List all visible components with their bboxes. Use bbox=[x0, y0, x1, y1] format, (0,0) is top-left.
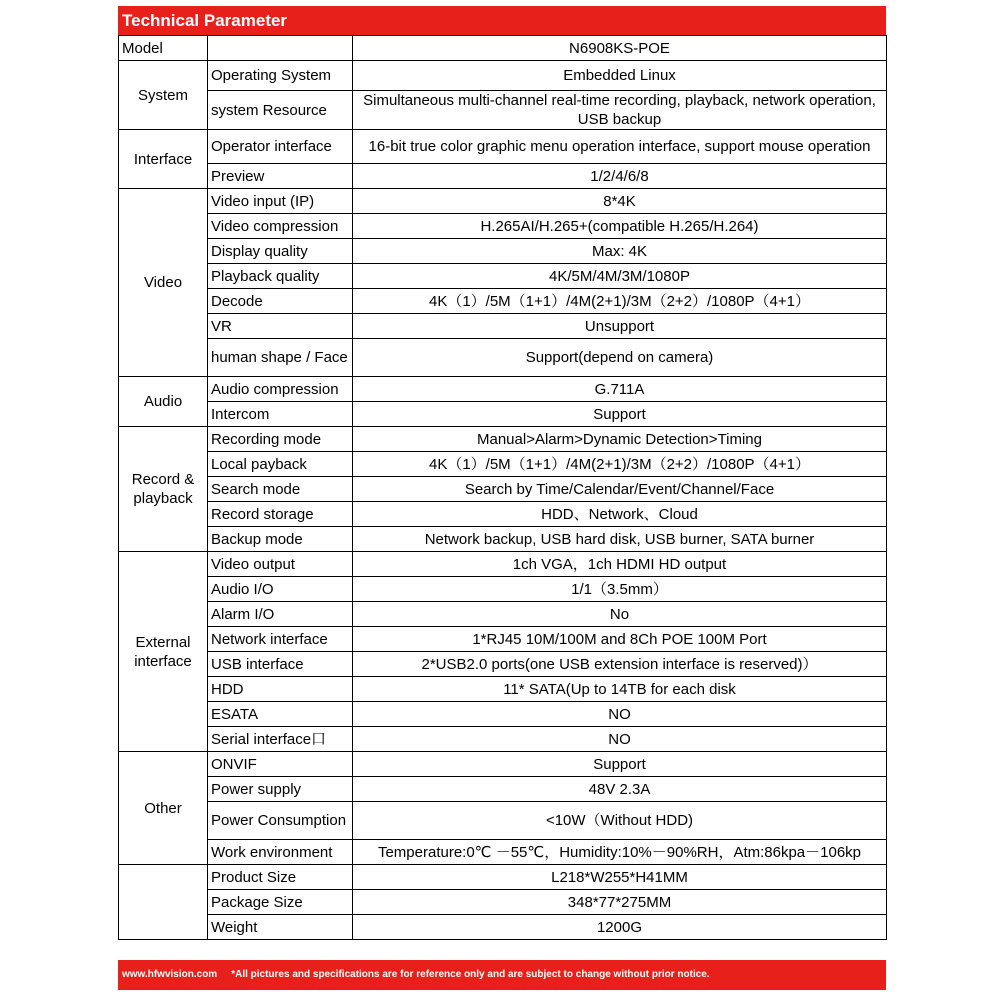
parameter-value: 48V 2.3A bbox=[353, 777, 887, 802]
parameter-name: Search mode bbox=[208, 477, 353, 502]
parameter-name: system Resource bbox=[208, 91, 353, 130]
table-row bbox=[119, 164, 887, 189]
table-row bbox=[119, 189, 887, 214]
footer-notice: *All pictures and specifications are for reference only and are subject to change without prior notice. bbox=[231, 969, 710, 980]
table-row bbox=[119, 777, 887, 802]
parameter-value: NO bbox=[353, 702, 887, 727]
table-row bbox=[119, 377, 887, 402]
parameter-name: VR bbox=[208, 314, 353, 339]
table-row bbox=[119, 627, 887, 652]
parameter-name: Display quality bbox=[208, 239, 353, 264]
table-row bbox=[119, 130, 887, 164]
table-row bbox=[119, 61, 887, 91]
table-row bbox=[119, 802, 887, 840]
category-cell: External interface bbox=[119, 552, 208, 752]
category-cell: Interface bbox=[119, 130, 208, 189]
parameter-value: 16-bit true color graphic menu operation interface, support mouse operation bbox=[353, 130, 887, 164]
parameter-value: 8*4K bbox=[353, 189, 887, 214]
parameter-value: No bbox=[353, 602, 887, 627]
table-row bbox=[119, 402, 887, 427]
parameter-value: 1/1（3.5mm） bbox=[353, 577, 887, 602]
table-row bbox=[119, 577, 887, 602]
category-cell: Audio bbox=[119, 377, 208, 427]
table-row bbox=[119, 915, 887, 940]
table-row bbox=[119, 36, 887, 61]
table-row bbox=[119, 502, 887, 527]
table-row bbox=[119, 840, 887, 865]
sheet-title: Technical Parameter bbox=[118, 6, 886, 35]
parameter-value: H.265AI/H.265+(compatible H.265/H.264) bbox=[353, 214, 887, 239]
parameter-value: G.711A bbox=[353, 377, 887, 402]
table-row bbox=[119, 527, 887, 552]
parameter-value: 11* SATA(Up to 14TB for each disk bbox=[353, 677, 887, 702]
parameter-value: 1/2/4/6/8 bbox=[353, 164, 887, 189]
footer-website: www.hfwvision.com bbox=[122, 969, 218, 980]
parameter-value: Network backup, USB hard disk, USB burner, SATA burner bbox=[353, 527, 887, 552]
parameter-value: Support bbox=[353, 402, 887, 427]
table-row bbox=[119, 264, 887, 289]
parameter-value: Temperature:0℃ －55℃，Humidity:10%－90%RH，Atm:86kpa－106kp bbox=[353, 840, 887, 865]
parameter-name: Backup mode bbox=[208, 527, 353, 552]
table-row bbox=[119, 865, 887, 890]
parameter-name: Work environment bbox=[208, 840, 353, 865]
parameter-value: <10W（Without HDD) bbox=[353, 802, 887, 840]
table-row bbox=[119, 652, 887, 677]
table-row bbox=[119, 602, 887, 627]
parameter-value: 2*USB2.0 ports(one USB extension interface is reserved)） bbox=[353, 652, 887, 677]
parameter-name: Alarm I/O bbox=[208, 602, 353, 627]
parameter-name: Power Consumption bbox=[208, 802, 353, 840]
parameter-value: 1200G bbox=[353, 915, 887, 940]
parameter-name: HDD bbox=[208, 677, 353, 702]
table-row bbox=[119, 477, 887, 502]
parameter-value: Support(depend on camera) bbox=[353, 339, 887, 377]
model-label: Model bbox=[119, 36, 208, 61]
parameter-name: Product Size bbox=[208, 865, 353, 890]
parameter-value: Simultaneous multi-channel real-time recording, playback, network operation, USB backup bbox=[353, 91, 887, 130]
parameter-value: L218*W255*H41MM bbox=[353, 865, 887, 890]
parameter-name: human shape / Face bbox=[208, 339, 353, 377]
category-cell bbox=[119, 865, 208, 940]
table-row bbox=[119, 239, 887, 264]
table-row bbox=[119, 314, 887, 339]
parameter-value: 4K（1）/5M（1+1）/4M(2+1)/3M（2+2）/1080P（4+1） bbox=[353, 289, 887, 314]
parameter-name: Decode bbox=[208, 289, 353, 314]
category-cell: System bbox=[119, 61, 208, 130]
parameter-value: Unsupport bbox=[353, 314, 887, 339]
parameter-name: Package Size bbox=[208, 890, 353, 915]
parameter-value: 4K（1）/5M（1+1）/4M(2+1)/3M（2+2）/1080P（4+1） bbox=[353, 452, 887, 477]
table-row bbox=[119, 552, 887, 577]
parameter-name: Power supply bbox=[208, 777, 353, 802]
table-row bbox=[119, 339, 887, 377]
parameter-name: Recording mode bbox=[208, 427, 353, 452]
table-row bbox=[119, 677, 887, 702]
footer-bar bbox=[118, 960, 886, 990]
parameter-name: ONVIF bbox=[208, 752, 353, 777]
model-blank-cell bbox=[208, 36, 353, 61]
table-row bbox=[119, 752, 887, 777]
parameter-name: Video output bbox=[208, 552, 353, 577]
parameter-value: 4K/5M/4M/3M/1080P bbox=[353, 264, 887, 289]
category-cell: Record & playback bbox=[119, 427, 208, 552]
spec-table bbox=[118, 35, 887, 940]
parameter-value: 1ch VGA，1ch HDMI HD output bbox=[353, 552, 887, 577]
parameter-name: Audio compression bbox=[208, 377, 353, 402]
spec-sheet bbox=[118, 6, 886, 940]
table-row bbox=[119, 702, 887, 727]
parameter-name: USB interface bbox=[208, 652, 353, 677]
parameter-value: NO bbox=[353, 727, 887, 752]
parameter-name: Video compression bbox=[208, 214, 353, 239]
parameter-value: 348*77*275MM bbox=[353, 890, 887, 915]
parameter-name: Preview bbox=[208, 164, 353, 189]
category-cell: Other bbox=[119, 752, 208, 865]
parameter-name: Video input (IP) bbox=[208, 189, 353, 214]
parameter-value: Search by Time/Calendar/Event/Channel/Face bbox=[353, 477, 887, 502]
parameter-value: 1*RJ45 10M/100M and 8Ch POE 100M Port bbox=[353, 627, 887, 652]
table-row bbox=[119, 890, 887, 915]
table-row bbox=[119, 452, 887, 477]
parameter-name: Intercom bbox=[208, 402, 353, 427]
table-row bbox=[119, 727, 887, 752]
model-value: N6908KS-POE bbox=[353, 36, 887, 61]
parameter-name: Serial interface口 bbox=[208, 727, 353, 752]
parameter-name: Local payback bbox=[208, 452, 353, 477]
table-row bbox=[119, 289, 887, 314]
parameter-name: Audio I/O bbox=[208, 577, 353, 602]
parameter-value: HDD、Network、Cloud bbox=[353, 502, 887, 527]
parameter-name: Operating System bbox=[208, 61, 353, 91]
table-row bbox=[119, 91, 887, 130]
parameter-name: Weight bbox=[208, 915, 353, 940]
parameter-value: Max: 4K bbox=[353, 239, 887, 264]
parameter-name: Record storage bbox=[208, 502, 353, 527]
category-cell: Video bbox=[119, 189, 208, 377]
parameter-name: ESATA bbox=[208, 702, 353, 727]
parameter-value: Embedded Linux bbox=[353, 61, 887, 91]
parameter-value: Manual>Alarm>Dynamic Detection>Timing bbox=[353, 427, 887, 452]
table-row bbox=[119, 427, 887, 452]
table-row bbox=[119, 214, 887, 239]
parameter-name: Operator interface bbox=[208, 130, 353, 164]
parameter-value: Support bbox=[353, 752, 887, 777]
parameter-name: Playback quality bbox=[208, 264, 353, 289]
parameter-name: Network interface bbox=[208, 627, 353, 652]
